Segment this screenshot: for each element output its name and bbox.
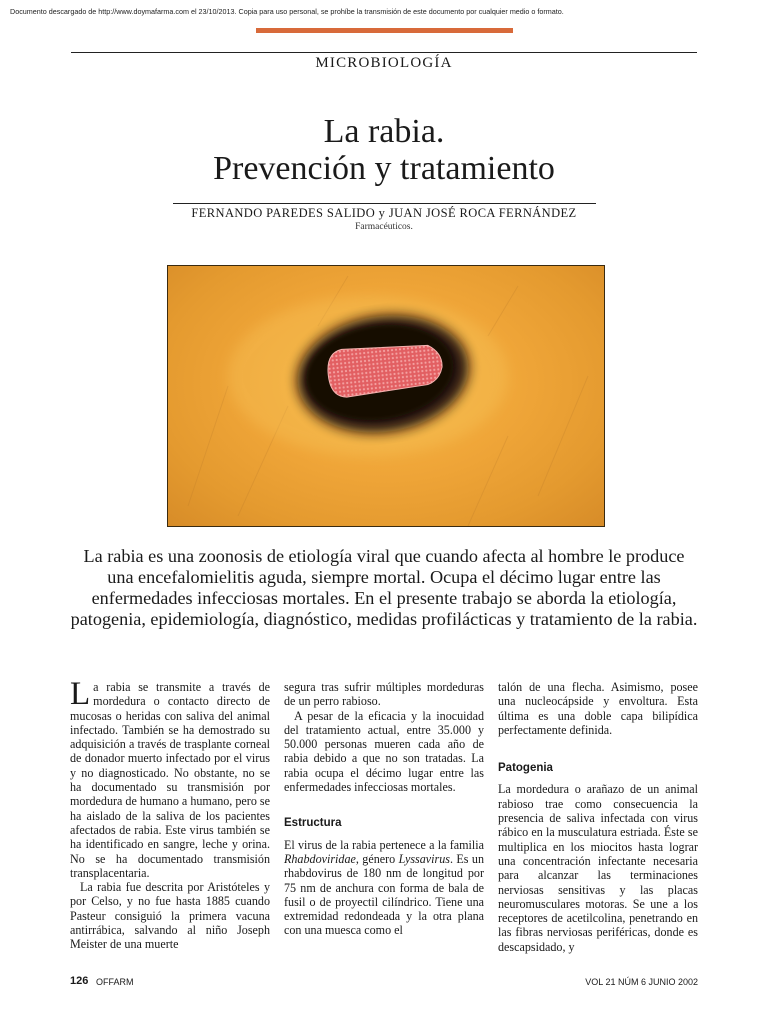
- paragraph: talón de una flecha. Asimismo, posee una nucleocápside y envoltura. Esta última es una doble capa bilipídica perfectamente definida.: [498, 680, 698, 737]
- download-notice: Documento descargado de http://www.doymafarma.com el 23/10/2013. Copia para uso personal, se prohíbe la transmisión de este documento por cualquier medio o formato.: [10, 7, 564, 16]
- paragraph: segura tras sufrir múltiples mordeduras de un perro rabioso.: [284, 680, 484, 709]
- page-number: 126: [70, 975, 89, 987]
- section-rule: [71, 52, 697, 53]
- abstract: La rabia es una zoonosis de etiología viral que cuando afecta al hombre le produce una encefalomielitis aguda, siempre mortal. Ocupa el décimo lugar entre las enfermedades infecciosas mortales. En el presente trabajo se aborda la etiología, patogenia, epidemiología, diagnóstico, medidas profilácticas y tratamiento de la rabia.: [70, 546, 698, 629]
- section-heading-estructura: Estructura: [284, 817, 342, 830]
- section-label: MICROBIOLOGÍA: [315, 55, 453, 71]
- paragraph: La rabia fue descrita por Aristóteles y por Celso, y no fue hasta 1885 cuando Pasteur consiguió la primera vacuna antirrábica, salvando al niño Joseph Meister de una muerte: [70, 880, 270, 952]
- paragraph: El virus de la rabia pertenece a la familia Rhabdoviridae, género Lyssavirus. Es un rhabdovirus de 180 nm de longitud por 75 nm de anchura con forma de bala de fusil o de proyectil cilíndrico. Tiene una extremidad redondeada y la otra plana con una muesca como el: [284, 837, 484, 938]
- article-title: [71, 113, 697, 187]
- micrograph-illustration: [168, 266, 604, 526]
- body-column-1: [70, 676, 270, 952]
- journal-name: OFFARM: [96, 977, 134, 987]
- paragraph: La mordedura o arañazo de un animal rabioso trae como consecuencia la presencia de saliva infectada con virus rábico en la musculatura estriada. Éste se multiplica en los miocitos hasta lograr una concentración infectante necesaria para alcanzar las terminaciones nerviosas sensitivas y las placas neuromusculares motoras. Se une a los receptores de acetilcolina, penetrando en las fibras nerviosas periféricas, donde es descapsidado, y: [498, 782, 698, 954]
- section-heading-patogenia: Patogenia: [498, 762, 553, 775]
- title-line-1: La rabia.: [323, 113, 445, 150]
- paragraph: La rabia se transmite a través de mordedura o contacto directo de mucosas o heridas con saliva del animal infectado. También se ha demostrado su adquisición a través de trasplante corneal de donador muerto infectado por el virus y no diagnosticado. No obstante, no se ha documentado su transmisión por mordedura de humano a humano, pero se ha aislado de la saliva de los pacientes afectados de rabia. Este virus también se ha identificado en sangre, leche y orina. No se ha documentado transmisión transplacentaria.: [70, 676, 270, 880]
- authors: FERNANDO PAREDES SALIDO y JUAN JOSÉ ROCA FERNÁNDEZ: [191, 206, 577, 220]
- affiliation: Farmacéuticos.: [355, 222, 413, 232]
- rabies-virus-micrograph: [167, 265, 605, 527]
- accent-bar: [256, 28, 513, 33]
- drop-cap: L: [70, 676, 91, 712]
- body-column-3: [498, 680, 698, 954]
- paragraph: A pesar de la eficacia y la inocuidad del tratamiento actual, entre 35.000 y 50.000 personas mueren cada año de rabia debido a que no son tratadas. La rabia ocupa el décimo lugar entre las enfermedades infecciosas mortales.: [284, 708, 484, 795]
- title-rule: [173, 203, 596, 204]
- issue-info: VOL 21 NÚM 6 JUNIO 2002: [585, 977, 698, 987]
- title-line-2: Prevención y tratamiento: [213, 150, 555, 187]
- body-column-2: [284, 680, 484, 938]
